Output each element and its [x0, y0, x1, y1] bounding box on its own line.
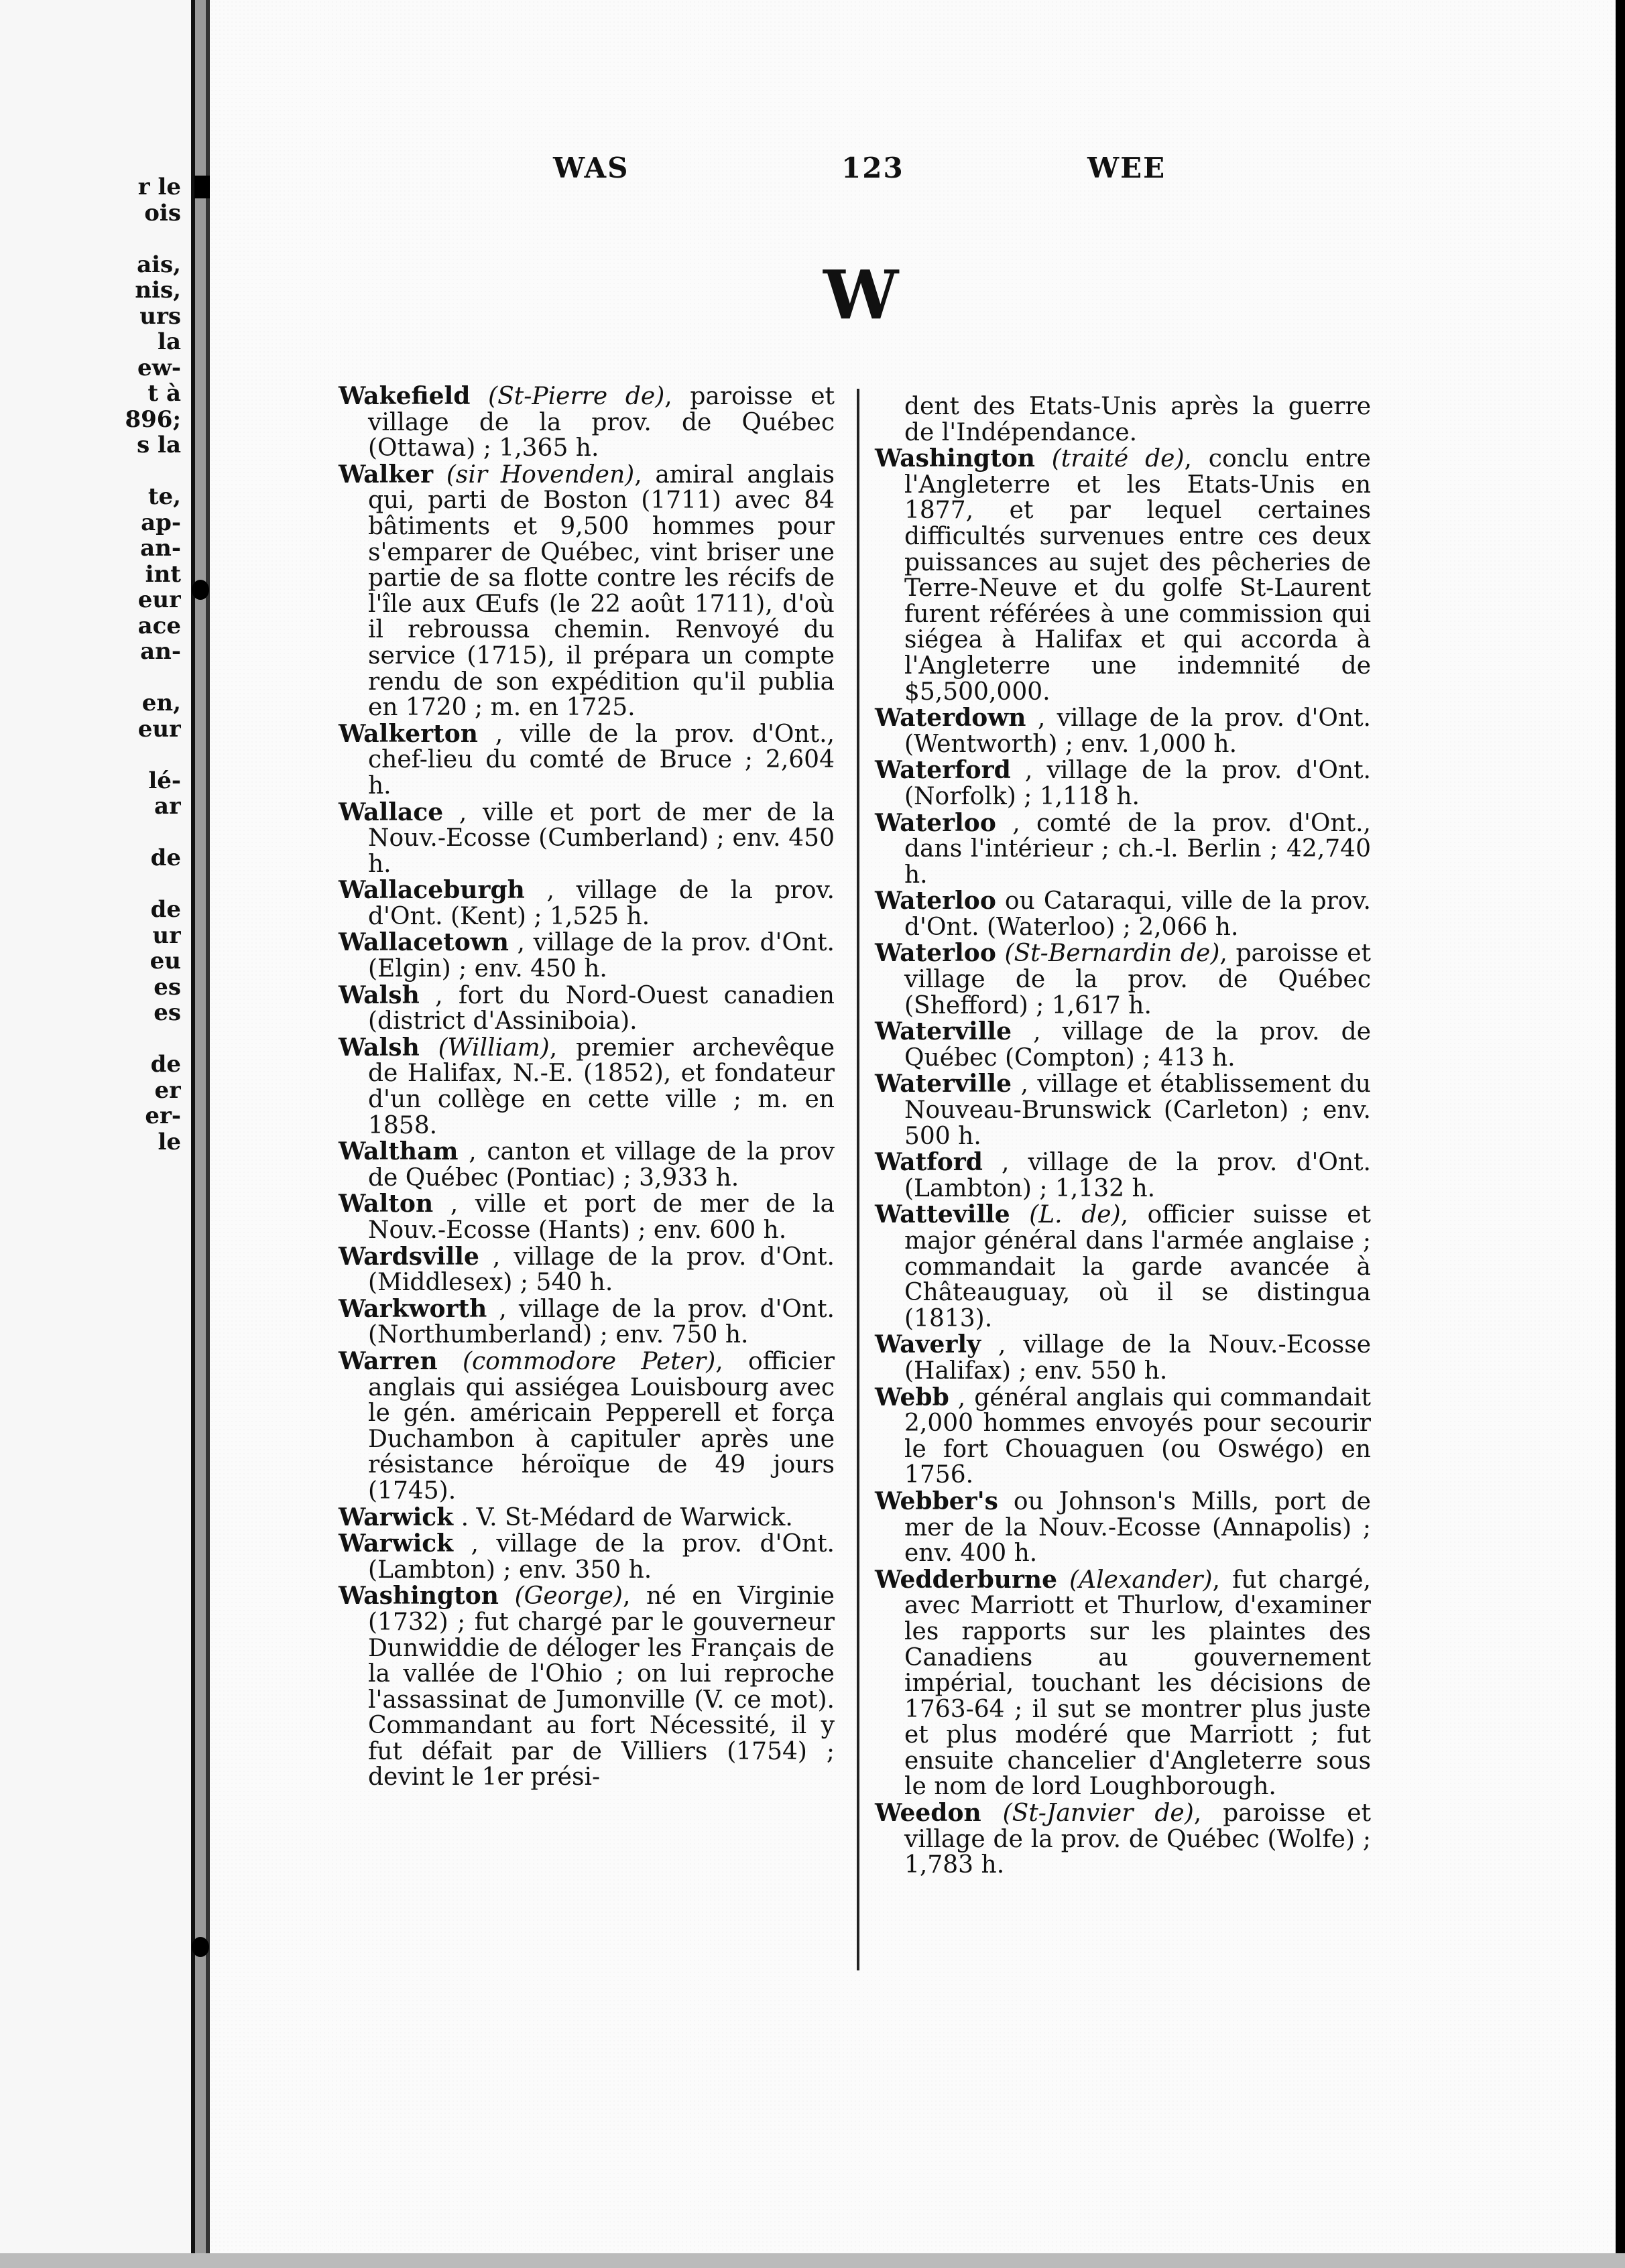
facing-page-fragment: [0, 226, 181, 252]
dictionary-entry: [339, 1348, 835, 1505]
facing-page-fragment: ar: [154, 793, 181, 820]
facing-page-fragment: ais,: [137, 251, 181, 278]
entry-headword: Warwick: [339, 1529, 454, 1558]
dictionary-entry: [875, 1385, 1371, 1489]
dictionary-entry: [875, 1489, 1371, 1567]
dictionary-entry: [875, 1332, 1371, 1384]
entry-qualifier: (Alexander): [1069, 1566, 1213, 1594]
entry-qualifier: (St-Bernardin de): [1004, 940, 1220, 968]
entry-headword: Webb: [875, 1383, 949, 1411]
entry-text: , village de la prov. d'Ont. (Lambton) ; env. 350 h.: [368, 1530, 835, 1584]
entry-text: , village de la prov. de Québec (Compton) ; 413 h.: [904, 1018, 1372, 1072]
entry-text: , village de la Nouv.-Ecosse (Halifax) ; env. 550 h.: [904, 1331, 1371, 1385]
facing-page-fragment: ace: [137, 612, 181, 639]
entry-headword: Washington: [875, 444, 1035, 473]
dictionary-entry: [339, 721, 835, 800]
entry-headword: Warkworth: [339, 1294, 487, 1323]
facing-page-fragment: ap-: [141, 509, 181, 536]
entry-headword: Warwick: [339, 1503, 454, 1531]
dictionary-entry: [339, 462, 835, 721]
facing-page-fragment: [0, 458, 181, 485]
entry-headword: Warren: [339, 1346, 438, 1375]
facing-page-text-strip: [0, 174, 181, 1155]
entry-headword: Wakefield: [339, 382, 471, 410]
entry-text: . V. St-Médard de Warwick.: [461, 1503, 793, 1531]
dictionary-entry: [875, 1800, 1371, 1879]
facing-page-fragment: eur: [137, 715, 181, 743]
entry-headword: Wallaceburgh: [339, 876, 525, 905]
dictionary-entry: [339, 1531, 835, 1583]
entry-text: , village de la prov. d'Ont. (Northumberland) ; env. 750 h.: [368, 1295, 835, 1349]
entry-headword: Walsh: [339, 981, 420, 1009]
entry-headword: Walkerton: [339, 719, 478, 748]
facing-page-fragment: ur: [152, 922, 181, 949]
dictionary-entry: [875, 757, 1371, 810]
binding-clip: [192, 580, 209, 600]
facing-page-fragment: te,: [147, 483, 181, 510]
entry-text: ou Johnson's Mills, port de mer de la Nouv.-Ecosse (Annapolis) ; env. 400 h.: [904, 1487, 1371, 1568]
dictionary-entry: [875, 705, 1371, 757]
facing-page-fragment: eu: [149, 948, 181, 974]
facing-page-fragment: en,: [141, 690, 181, 716]
dictionary-entry: [339, 1583, 835, 1791]
entry-headword: Waterloo: [875, 808, 996, 837]
entry-text: , conclu entre l'Angleterre et les Etats-Unis en 1877, et par lequel certaines difficultés survenues entre ces deux puissances au sujet des pêcheries de Terre-Neuve et du golfe St-Laurent furent référées à une commission qui siégea à Halifax et qui accorda à l'Angleterre une indemnité de $5,500,000.: [904, 445, 1371, 706]
entry-text: , amiral anglais qui, parti de Boston (1711) avec 84 bâtiments et 9,500 hommes pour s'emparer de Québec, vint briser une partie de sa flotte contre les récifs de l'île aux Œufs (le 22 août 1711), d'où il rebroussa chemin. Renvoyé du service (1715), il prépara un compte rendu de son expédition qu'il publia en 1720 ; m. en 1725.: [368, 460, 835, 722]
entry-qualifier: (St-Pierre de): [488, 383, 665, 410]
entry-text: dent des Etats-Unis après la guerre de l'Indépendance.: [904, 393, 1371, 446]
dictionary-entry: [875, 1019, 1371, 1071]
entry-headword: Waverly: [875, 1330, 981, 1359]
entry-text: , comté de la prov. d'Ont., dans l'intérieur ; ch.-l. Berlin ; 42,740 h.: [904, 809, 1371, 889]
facing-page-fragment: lé-: [148, 767, 181, 794]
entry-headword: Waterford: [875, 756, 1011, 785]
entry-text: , paroisse et village de la prov. de Québec (Ottawa) ; 1,365 h.: [368, 383, 835, 462]
facing-page-fragment: r le: [137, 174, 181, 200]
facing-page-fragment: urs: [139, 302, 181, 330]
facing-page-fragment: 896;: [125, 405, 181, 433]
facing-page-fragment: [0, 665, 181, 691]
entry-text: , ville et port de mer de la Nouv.-Ecosse (Cumberland) ; env. 450 h.: [368, 798, 835, 878]
entry-headword: Washington: [339, 1582, 499, 1611]
running-head-right: WEE: [1087, 151, 1166, 184]
facing-page: [0, 0, 194, 2268]
facing-page-fragment: de: [150, 1051, 181, 1078]
entry-qualifier: (George): [514, 1582, 623, 1611]
entry-headword: Walton: [339, 1190, 434, 1218]
binding-clip: [192, 1937, 209, 1957]
facing-page-fragment: s la: [137, 432, 181, 458]
entry-text: , village de la prov. d'Ont. (Wentworth) ; env. 1,000 h.: [904, 704, 1371, 758]
facing-page-fragment: [0, 1026, 181, 1052]
dictionary-entry: [339, 800, 835, 878]
dictionary-entry: [875, 888, 1371, 940]
scan-bottom-edge: [0, 2253, 1625, 2268]
dictionary-entry: [339, 383, 835, 462]
entry-text: , fut chargé, avec Marriott et Thurlow, d'examiner les rapports sur les plaintes des Canadiens au gouvernement impérial, touchant les décisions de 1763-64 ; il sut se montrer plus juste et plus modéré que Marriott ; fut ensuite chancelier d'Angleterre sous le nom de lord Loughborough.: [904, 1566, 1371, 1801]
facing-page-fragment: la: [158, 328, 181, 355]
entry-text: , fort du Nord-Ouest canadien (district d'Assiniboia).: [368, 981, 835, 1035]
book-spine: [191, 0, 210, 2268]
facing-page-fragment: de: [150, 844, 181, 871]
entry-qualifier: (traité de): [1051, 445, 1185, 473]
entry-headword: Walker: [339, 460, 434, 489]
facing-page-fragment: nis,: [135, 277, 181, 304]
entry-qualifier: (St-Janvier de): [1002, 1800, 1194, 1828]
dictionary-entry: [339, 877, 835, 930]
dictionary-entry: [339, 983, 835, 1035]
entry-text: , village de la prov. d'Ont. (Middlesex) ; 540 h.: [368, 1243, 835, 1297]
dictionary-entry: [875, 810, 1371, 889]
facing-page-fragment: t à: [147, 380, 181, 407]
entry-headword: Waterloo: [875, 887, 996, 916]
facing-page-fragment: an-: [140, 535, 181, 562]
entry-text: , village de la prov. d'Ont. (Norfolk) ; 1,118 h.: [904, 757, 1371, 810]
entry-headword: Watteville: [875, 1200, 1010, 1229]
entry-text: , officier anglais qui assiégea Louisbourg avec le gén. américain Pepperell et força Duchambon à capituler après une résistance héroïque de 49 jours (1745).: [368, 1347, 835, 1505]
section-letter: W: [823, 255, 899, 334]
entry-headword: Waterville: [875, 1017, 1012, 1046]
facing-page-fragment: le: [158, 1128, 181, 1155]
facing-page-fragment: es: [154, 999, 181, 1026]
dictionary-entry: [339, 1244, 835, 1296]
dictionary-entry: [875, 1202, 1371, 1332]
entry-headword: Waterville: [875, 1070, 1012, 1098]
entry-headword: Watford: [875, 1148, 983, 1177]
facing-page-fragment: an-: [140, 638, 181, 665]
page-number: 123: [841, 151, 904, 184]
right-column: [875, 394, 1371, 1879]
entry-text: , né en Virginie (1732) ; fut chargé par le gouverneur Dunwiddie de déloger les Français de la vallée de l'Ohio ; on lui reproche l'assassinat de Jumonville (V. ce mot). Commandant au fort Nécessité, il y fut défait par de Villiers (1754) ; devint le 1er prési-: [368, 1582, 835, 1791]
running-head-left: WAS: [553, 151, 629, 184]
facing-page-fragment: ew-: [137, 354, 181, 381]
dictionary-entry: [339, 1296, 835, 1348]
entry-text: , village de la prov. d'Ont. (Lambton) ; 1,132 h.: [904, 1149, 1371, 1202]
facing-page-fragment: de: [150, 896, 181, 923]
entry-headword: Weedon: [875, 1799, 981, 1828]
entry-text: , canton et village de la prov de Québec (Pontiac) ; 3,933 h.: [368, 1138, 835, 1192]
entry-qualifier: (L. de): [1029, 1201, 1121, 1229]
entry-text: , ville de la prov. d'Ont., chef-lieu du comté de Bruce ; 2,604 h.: [368, 720, 835, 800]
dictionary-entry: [339, 1505, 835, 1531]
entry-text: , village et établissement du Nouveau-Brunswick (Carleton) ; env. 500 h.: [904, 1070, 1371, 1150]
entry-qualifier: (sir Hovenden): [446, 460, 635, 489]
entry-headword: Wardsville: [339, 1242, 479, 1271]
entry-headword: Waterdown: [875, 704, 1026, 733]
column-rule: [857, 389, 859, 1970]
facing-page-fragment: [0, 820, 181, 846]
entry-text: , paroisse et village de la prov. de Québec (Shefford) ; 1,617 h.: [904, 940, 1371, 1019]
dictionary-entry: [875, 940, 1371, 1019]
dictionary-entry: [339, 930, 835, 982]
dictionary-entry: [339, 1191, 835, 1243]
entry-headword: Wallacetown: [339, 928, 509, 957]
dictionary-entry: [339, 1139, 835, 1191]
entry-text: , officier suisse et major général dans l'armée anglaise ; commandait la garde avancée à Châteauguay, où il se distingua (1813).: [904, 1201, 1371, 1332]
dictionary-entry: [875, 1071, 1371, 1149]
entry-headword: Wedderburne: [875, 1565, 1058, 1594]
dictionary-entry: [875, 1567, 1371, 1800]
entry-headword: Wallace: [339, 798, 444, 826]
dictionary-entry: [875, 1149, 1371, 1202]
facing-page-fragment: [0, 871, 181, 897]
entry-headword: Webber's: [875, 1487, 998, 1515]
entry-text: , premier archevêque de Halifax, N.-E. (1852), et fondateur d'un collège en cette ville ; m. en 1858.: [368, 1033, 835, 1139]
dictionary-entry: [339, 1035, 835, 1139]
page-edge: [1616, 0, 1625, 2268]
entry-headword: Waltham: [339, 1137, 459, 1166]
entry-text: ou Cataraqui, ville de la prov. d'Ont. (Waterloo) ; 2,066 h.: [904, 887, 1371, 941]
entry-headword: Waterloo: [875, 939, 996, 968]
dictionary-entry: [875, 446, 1371, 705]
entry-text: , ville et port de mer de la Nouv.-Ecosse (Hants) ; env. 600 h.: [368, 1190, 835, 1244]
facing-page-fragment: eur: [137, 586, 181, 613]
left-column: [339, 383, 835, 1791]
facing-page-fragment: er-: [145, 1102, 181, 1129]
facing-page-fragment: er: [154, 1076, 181, 1104]
entry-text: , général anglais qui commandait 2,000 hommes envoyés pour secourir le fort Chouaguen (ou Oswégo) en 1756.: [904, 1383, 1371, 1489]
dictionary-entry: [875, 394, 1371, 446]
facing-page-fragment: es: [154, 973, 181, 1001]
entry-qualifier: (commodore Peter): [462, 1347, 716, 1375]
entry-qualifier: (William): [438, 1033, 550, 1062]
entry-text: , village de la prov. d'Ont. (Kent) ; 1,525 h.: [368, 877, 835, 930]
entry-text: , paroisse et village de la prov. de Québec (Wolfe) ; 1,783 h.: [904, 1800, 1372, 1879]
entry-headword: Walsh: [339, 1033, 420, 1062]
facing-page-fragment: int: [145, 560, 181, 588]
facing-page-fragment: [0, 742, 181, 768]
entry-text: , village de la prov. d'Ont. (Elgin) ; env. 450 h.: [368, 929, 835, 983]
facing-page-fragment: ois: [144, 199, 181, 227]
